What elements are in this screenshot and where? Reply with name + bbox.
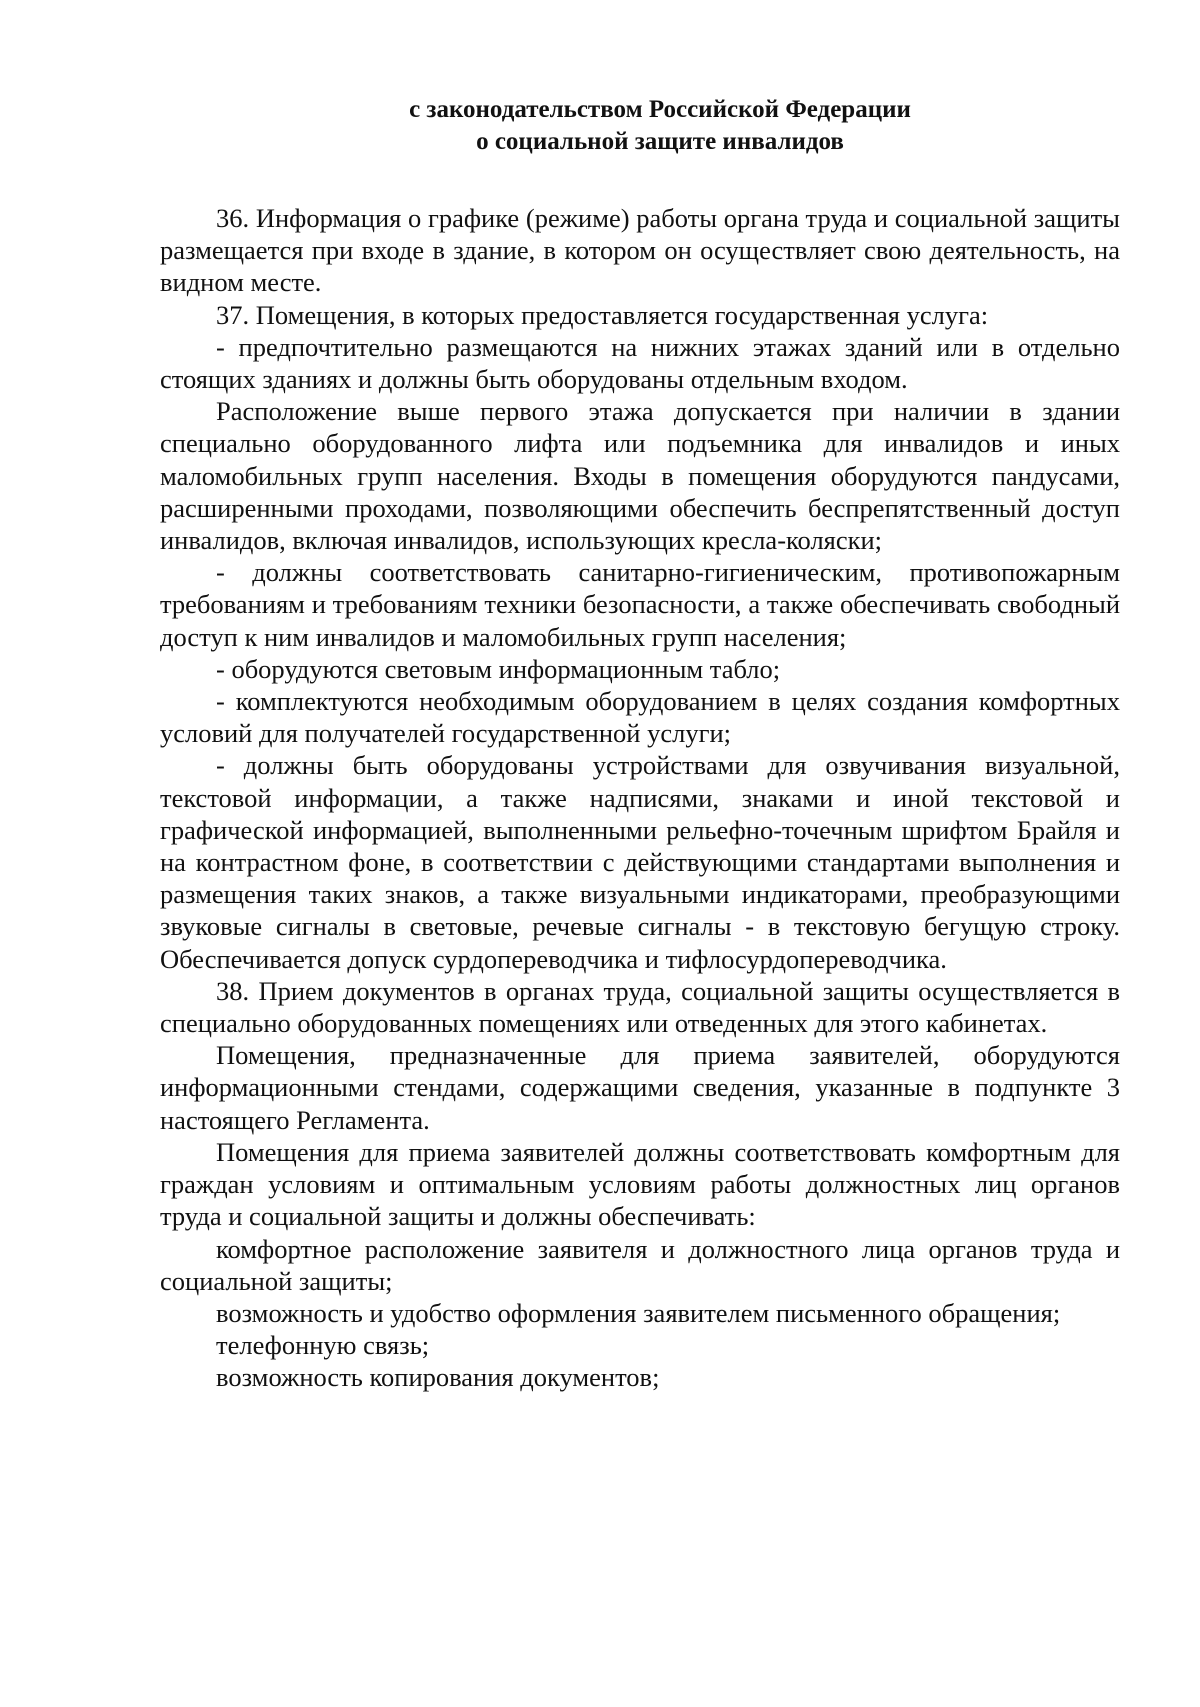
section-heading: [160, 94, 1120, 158]
paragraph-37-item-1: - предпочтительно размещаются на нижних этажах зданий или в отдельно стоящих зданиях и должны быть оборудованы отдельным входом.: [160, 331, 1120, 395]
paragraph-37-item-2: - должны соответствовать санитарно-гигиеническим, противопожарным требованиям и требованиям техники безопасности, а также обеспечивать свободный доступ к ним инвалидов и маломобильных групп населения;: [160, 557, 1120, 652]
paragraph-req-item-3: телефонную связь;: [216, 1330, 430, 1361]
paragraph-req-item-1: комфортное расположение заявителя и должностного лица органов труда и социальной защиты;: [160, 1233, 1120, 1296]
paragraph-req-item-4: возможность копирования документов;: [216, 1362, 660, 1393]
document-body: [160, 202, 1120, 1394]
paragraph-37-item-4: - комплектуются необходимым оборудованием в целях создания комфортных условий для получателей государственной услуги;: [160, 686, 1120, 749]
heading-line-2: о социальной защите инвалидов: [476, 128, 844, 155]
paragraph-38: 38. Прием документов в органах труда, социальной защиты осуществляется в специально оборудованных помещениях или отведенных для этого кабинетах.: [160, 975, 1120, 1039]
paragraph-req-item-2: возможность и удобство оформления заявителем письменного обращения;: [216, 1297, 1061, 1328]
heading-line-1: с законодательством Российской Федерации: [409, 96, 911, 123]
paragraph-location: Расположение выше первого этажа допускается при наличии в здании специально оборудованного лифта или подъемника для инвалидов и иных маломобильных групп населения. Входы в помещения оборудуются пандусами, расширенными проходами, позволяющими обеспечить беспрепятственный доступ инвалидов, включая инвалидов, использующих кресла-коляски;: [160, 396, 1120, 556]
paragraph-37: 37. Помещения, в которых предоставляется государственная услуга:: [216, 299, 989, 330]
paragraph-requirements: Помещения для приема заявителей должны соответствовать комфортным для граждан условиям и оптимальным условиям работы должностных лиц органов труда и социальной защиты и должны обеспечивать:: [160, 1136, 1120, 1232]
paragraph-37-item-3: - оборудуются световым информационным табло;: [216, 653, 781, 684]
paragraph-36: 36. Информация о графике (режиме) работы органа труда и социальной защиты размещается при входе в здание, в котором он осуществляет свою деятельность, на видном месте.: [160, 203, 1120, 298]
paragraph-37-item-5: - должны быть оборудованы устройствами для озвучивания визуальной, текстовой информации, а также надписями, знаками и иной текстовой и графической информацией, выполненными рельефно-точечным шрифтом Брайля и на контрастном фоне, в соответствии с действующими стандартами выполнения и размещения таких знаков, а также визуальными индикаторами, преобразующими звуковые сигналы в световые, речевые сигналы - в текстовую бегущую строку. Обеспечивается допуск сурдопереводчика и тифлосурдопереводчика.: [160, 750, 1120, 974]
paragraph-stands: Помещения, предназначенные для приема заявителей, оборудуются информационными стендами, содержащими сведения, указанные в подпункте 3 настоящего Регламента.: [160, 1040, 1120, 1135]
